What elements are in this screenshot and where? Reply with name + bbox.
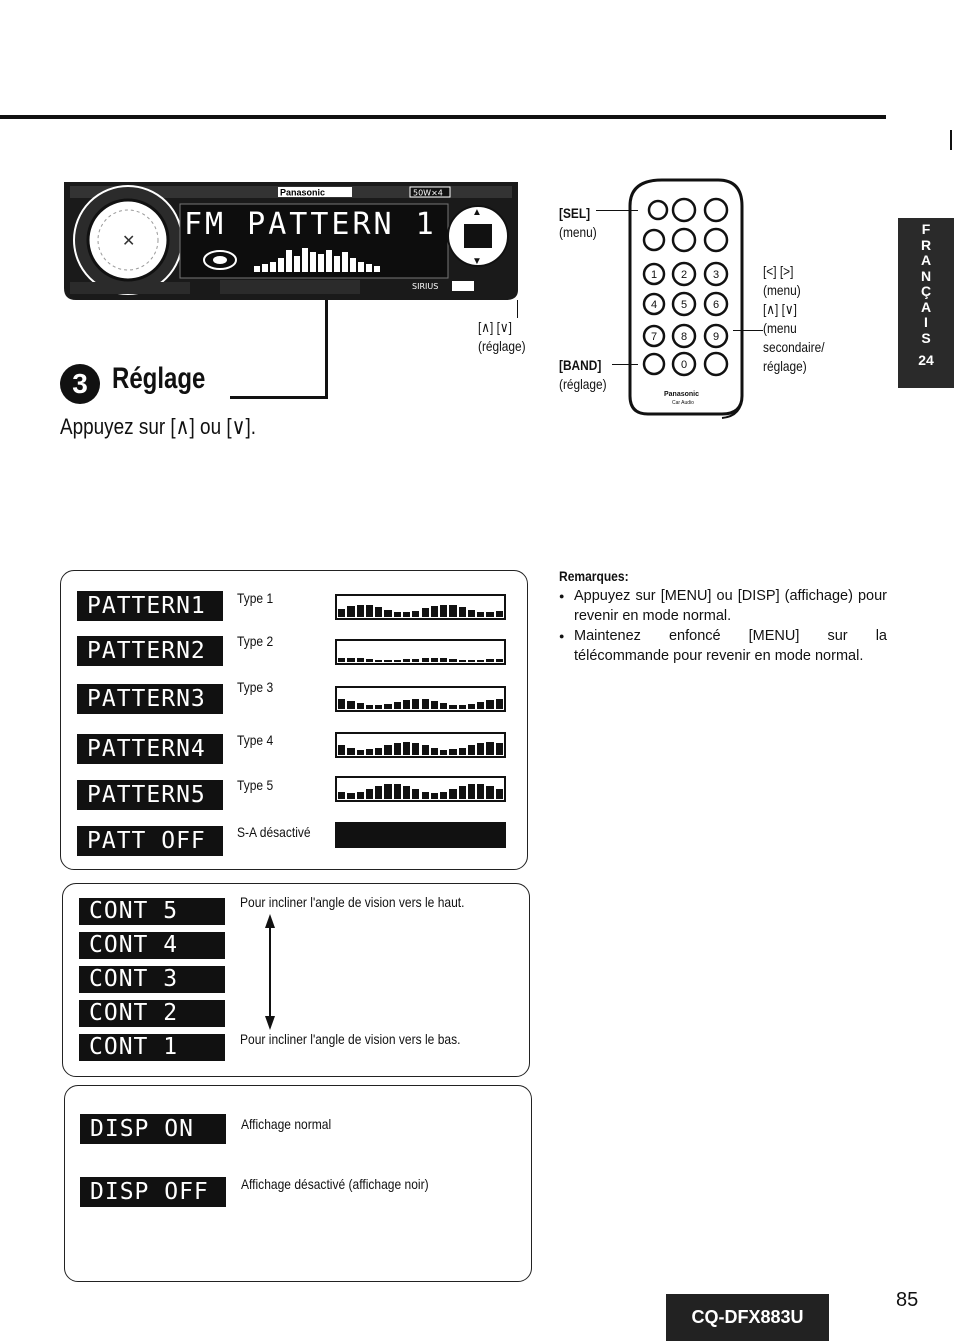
spectrum-bar <box>431 658 438 662</box>
desc-pattern3: Type 3 <box>237 679 274 695</box>
leader-line-horizontal <box>230 396 328 399</box>
spectrum-bar <box>422 699 429 709</box>
desc-pattern1: Type 1 <box>237 590 274 606</box>
spectrum-patt-off <box>335 822 506 848</box>
spectrum-bar <box>477 702 484 709</box>
svg-text:▲: ▲ <box>472 207 482 218</box>
remote-sel-label: [SEL] (menu) <box>559 205 597 240</box>
spectrum-bar <box>412 699 419 709</box>
spectrum-bar <box>459 748 466 755</box>
lcd-pattern4: PATTERN4 <box>77 734 223 764</box>
spectrum-bar <box>347 658 354 662</box>
spectrum-bar <box>375 660 382 662</box>
spectrum-bar <box>486 786 493 799</box>
spectrum-bar <box>496 743 503 755</box>
spectrum-bar <box>468 704 475 709</box>
spectrum-bar <box>486 700 493 709</box>
spectrum-bar <box>375 748 382 755</box>
header-rule <box>0 115 886 119</box>
spectrum-bar <box>347 793 354 799</box>
svg-text:8: 8 <box>680 331 688 343</box>
spectrum-bar <box>449 659 456 662</box>
spectrum-bar <box>338 609 345 617</box>
desc-pattern2: Type 2 <box>237 633 274 649</box>
spectrum-bar <box>431 701 438 709</box>
spectrum-bar <box>384 660 391 662</box>
spectrum-pattern4 <box>335 732 506 758</box>
remote-band-label: [BAND] (réglage) <box>559 357 607 392</box>
spectrum-bar <box>449 789 456 799</box>
spectrum-bar <box>357 750 364 755</box>
desc-patt-off: S-A désactivé <box>237 824 311 840</box>
spectrum-bar <box>357 658 364 662</box>
spectrum-pattern5 <box>335 776 506 802</box>
spectrum-bar <box>403 700 410 709</box>
svg-text:Car Audio: Car Audio <box>672 400 694 406</box>
edge-mark <box>950 130 952 150</box>
spectrum-bar <box>403 742 410 755</box>
spectrum-pattern1 <box>335 594 506 620</box>
spectrum-bar <box>375 705 382 709</box>
band-leader <box>612 364 638 365</box>
spectrum-bar <box>366 659 373 662</box>
spectrum-bar <box>338 658 345 662</box>
lcd-cont-2: CONT 2 <box>79 1000 225 1027</box>
spectrum-bar <box>384 704 391 709</box>
spectrum-bar <box>477 612 484 617</box>
leader-line <box>517 300 518 318</box>
desc-pattern4: Type 4 <box>237 732 274 748</box>
leader-line-vertical <box>325 300 328 398</box>
spectrum-bar <box>384 610 391 617</box>
spectrum-bar <box>440 658 447 662</box>
spectrum-bar <box>496 659 503 663</box>
spectrum-bar <box>403 612 410 617</box>
svg-text:2: 2 <box>680 269 688 281</box>
remarks-list <box>559 586 887 666</box>
spectrum-bar <box>477 743 484 755</box>
spectrum-bar <box>468 610 475 617</box>
spectrum-bar <box>496 789 503 799</box>
spectrum-bar <box>468 745 475 755</box>
contrast-down-text: Pour incliner l'angle de vision vers le bas. <box>240 1031 461 1047</box>
language-side-tab: F R A N Ç A I S 24 <box>898 218 954 388</box>
spectrum-bar <box>431 606 438 617</box>
spectrum-bar <box>459 705 466 709</box>
spectrum-bar <box>459 607 466 617</box>
remote-control-illustration <box>622 176 748 420</box>
spectrum-bar <box>347 606 354 617</box>
lcd-disp-off: DISP OFF <box>80 1177 226 1207</box>
spectrum-bar <box>468 784 475 799</box>
spectrum-bar <box>366 605 373 617</box>
head-unit-arrows-label: [∧] [∨] (réglage) <box>478 319 526 354</box>
svg-text:4: 4 <box>650 299 658 311</box>
contrast-up-text: Pour incliner l'angle de vision vers le haut. <box>240 894 465 910</box>
remark-item: ● Maintenez enfoncé [MENU] sur la télécommande pour revenir en mode normal. <box>559 626 887 666</box>
spectrum-bar <box>394 702 401 709</box>
remark-item: ● Appuyez sur [MENU] ou [DISP] (affichage) pour revenir en mode normal. <box>559 586 887 626</box>
spectrum-bar <box>338 745 345 755</box>
up-down-arrow-icon <box>262 914 278 1030</box>
spectrum-bar <box>366 749 373 755</box>
spectrum-bar <box>440 792 447 799</box>
spectrum-bar <box>338 792 345 799</box>
spectrum-bar <box>440 703 447 709</box>
svg-text:7: 7 <box>650 331 658 343</box>
display-readout: FM PATTERN 1 <box>184 207 437 242</box>
desc-pattern5: Type 5 <box>237 777 274 793</box>
spectrum-bar <box>375 786 382 799</box>
spectrum-bar <box>394 784 401 799</box>
spectrum-bar <box>422 745 429 755</box>
svg-text:3: 3 <box>712 269 720 281</box>
spectrum-pattern2 <box>335 639 506 665</box>
lcd-disp-on: DISP ON <box>80 1114 226 1144</box>
svg-text:Panasonic: Panasonic <box>664 391 700 398</box>
spectrum-bar <box>486 742 493 755</box>
svg-text:▼: ▼ <box>472 256 482 267</box>
remote-arrow-labels: [<] [>] (menu) [∧] [∨] (menu secondaire/ réglage) <box>763 263 825 374</box>
lcd-pattern5: PATTERN5 <box>77 780 223 810</box>
lcd-pattern1: PATTERN1 <box>77 591 223 621</box>
spectrum-bar <box>394 743 401 755</box>
spectrum-bar <box>366 705 373 709</box>
lcd-pattern2: PATTERN2 <box>77 636 223 666</box>
spectrum-bar <box>449 705 456 709</box>
spectrum-bar <box>486 659 493 662</box>
spectrum-bar <box>412 743 419 755</box>
section-instruction: Appuyez sur [∧] ou [∨]. <box>60 414 256 439</box>
spectrum-bar <box>412 789 419 799</box>
spectrum-bar <box>459 660 466 662</box>
spectrum-pattern3 <box>335 686 506 712</box>
spectrum-bar <box>477 660 484 662</box>
spectrum-bar <box>338 699 345 709</box>
lcd-patt-off: PATT OFF <box>77 826 223 856</box>
spectrum-bar <box>449 749 456 755</box>
spectrum-bar <box>394 660 401 662</box>
desc-disp-on: Affichage normal <box>241 1116 332 1132</box>
arrows-leader <box>733 330 763 331</box>
svg-text:6: 6 <box>712 299 720 311</box>
svg-text:0: 0 <box>680 359 688 371</box>
spectrum-bar <box>422 658 429 662</box>
spectrum-bar <box>459 786 466 799</box>
spectrum-bar <box>384 745 391 755</box>
spectrum-bar <box>431 748 438 755</box>
model-badge: CQ-DFX883U <box>666 1294 829 1341</box>
spectrum-bar <box>422 608 429 617</box>
lcd-pattern3: PATTERN3 <box>77 684 223 714</box>
spectrum-bar <box>403 659 410 662</box>
spectrum-bar <box>440 605 447 617</box>
sirius-text: SIRIUS <box>412 282 439 291</box>
spectrum-bar <box>431 793 438 799</box>
lcd-cont-5: CONT 5 <box>79 898 225 925</box>
spectrum-bar <box>357 792 364 799</box>
spectrum-bar <box>384 784 391 799</box>
head-unit-illustration <box>60 178 522 304</box>
spectrum-bar <box>347 748 354 755</box>
spectrum-bar <box>366 789 373 799</box>
svg-text:9: 9 <box>712 331 720 343</box>
spectrum-bar <box>357 605 364 617</box>
desc-disp-off: Affichage désactivé (affichage noir) <box>241 1176 429 1192</box>
spectrum-bar <box>496 699 503 709</box>
remarks-title: Remarques: <box>559 568 629 584</box>
spectrum-bar <box>422 792 429 799</box>
lcd-cont-3: CONT 3 <box>79 966 225 993</box>
spectrum-bar <box>412 611 419 617</box>
spectrum-bar <box>403 786 410 799</box>
spectrum-bar <box>468 660 475 662</box>
spectrum-bar <box>440 750 447 755</box>
sel-leader <box>596 210 638 211</box>
model-tag: 50W×4 <box>413 188 443 198</box>
spectrum-bar <box>412 659 419 662</box>
lcd-cont-1: CONT 1 <box>79 1034 225 1061</box>
section-title: Réglage <box>112 362 206 395</box>
spectrum-bar <box>347 701 354 709</box>
spectrum-bar <box>477 784 484 799</box>
spectrum-bar <box>394 612 401 617</box>
spectrum-bar <box>496 611 503 617</box>
brand-text: Panasonic <box>280 187 326 198</box>
page-number: 85 <box>896 1289 919 1311</box>
svg-text:1: 1 <box>650 269 658 281</box>
svg-text:5: 5 <box>680 299 688 311</box>
svg-text:✕: ✕ <box>122 233 136 250</box>
spectrum-bar <box>357 703 364 709</box>
spectrum-bar <box>486 612 493 617</box>
spectrum-bar <box>375 607 382 617</box>
spectrum-bar <box>449 605 456 617</box>
lcd-cont-4: CONT 4 <box>79 932 225 959</box>
section-number-badge: 3 <box>60 364 100 404</box>
